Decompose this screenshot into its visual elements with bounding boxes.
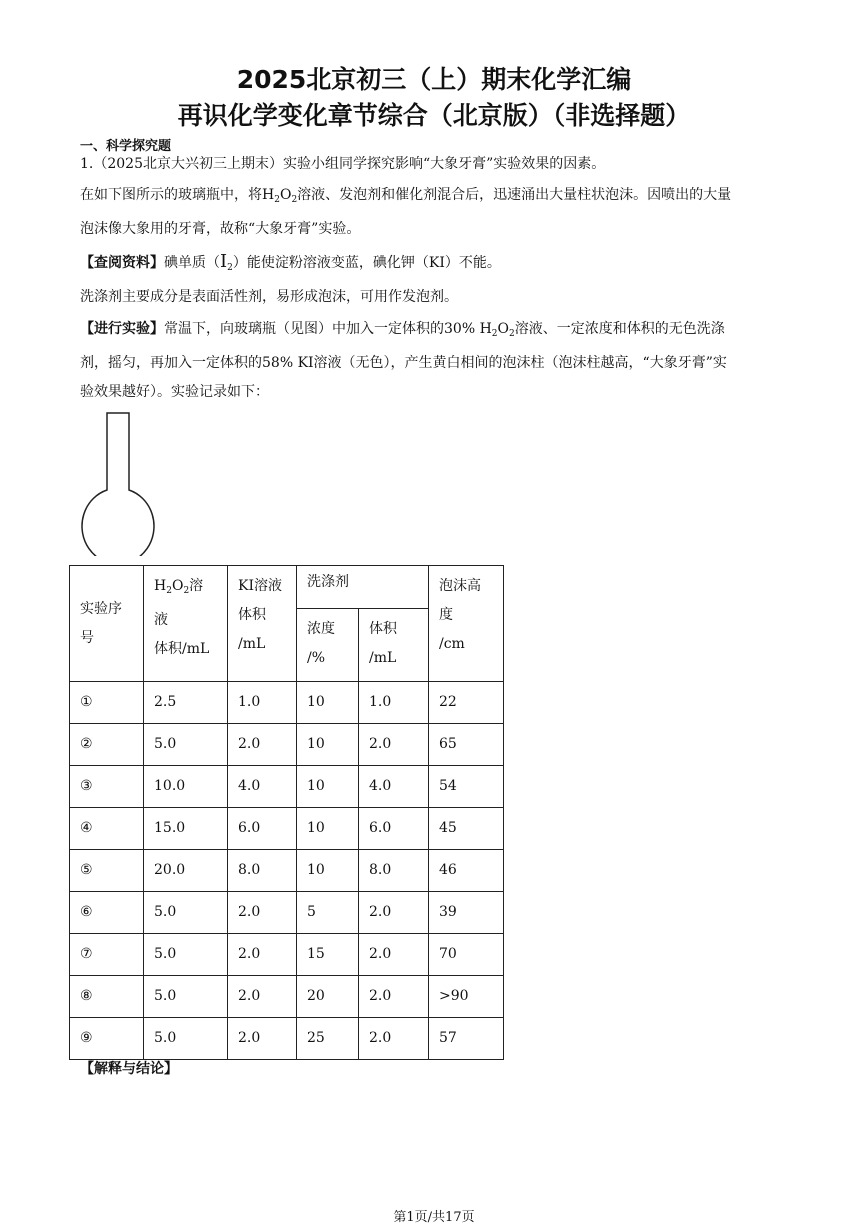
table-row [70, 976, 504, 1018]
table-cell-vol: 2.0 [359, 724, 429, 766]
formula-h2o2: $H_2O_2$ [262, 187, 298, 205]
table-cell-no: ④ [70, 808, 144, 850]
table-row [70, 808, 504, 850]
table-cell-foam: 57 [429, 1018, 504, 1060]
table-row [70, 850, 504, 892]
header-detergent-conc: 浓度 /% [297, 609, 359, 682]
table-cell-ki: 2.0 [228, 976, 297, 1018]
table-cell-ki: 6.0 [228, 808, 297, 850]
table-cell-no: ⑦ [70, 934, 144, 976]
table-row [70, 724, 504, 766]
formula-h2o2: $H_2O_2$ [154, 578, 190, 596]
table-cell-h2o2: 5.0 [144, 892, 228, 934]
header-ki-volume: KI溶液 体积 /mL [228, 566, 297, 682]
table-cell-no: ② [70, 724, 144, 766]
doc-title-line1: 2025北京初三（上）期末化学汇编 [236, 65, 632, 94]
table-cell-no: ③ [70, 766, 144, 808]
table-row [70, 934, 504, 976]
table-cell-vol: 4.0 [359, 766, 429, 808]
table-cell-vol: 1.0 [359, 682, 429, 724]
header-seq: 实验序 号 [70, 566, 144, 682]
table-cell-foam: 39 [429, 892, 504, 934]
paragraph-bottle: 在如下图所示的玻璃瓶中，将$H_2O_2$溶液、发泡剂和催化剂混合后，迅速涌出大量柱状泡沫。因喷出的大量 泡沫像大象用的牙膏，故称“大象牙膏”实验。 [80, 187, 732, 237]
table-cell-no: ⑤ [70, 850, 144, 892]
table-cell-conc: 10 [297, 850, 359, 892]
paragraph-experiment: 【进行实验】常温下，向玻璃瓶（见图）中加入一定体积的30% $H_2O_2$溶液、一定浓度和体积的无色洗涤 剂，摇匀，再加入一定体积的58% KI溶液（无色），产生黄白相间的泡沫柱（泡沫柱越高，“大象牙膏”实 验效果越好）。实验记录如下： [80, 321, 727, 400]
table-cell-ki: 2.0 [228, 892, 297, 934]
table-cell-conc: 10 [297, 766, 359, 808]
formula-h2o2: $H_2O_2$ [479, 321, 515, 339]
table-cell-conc: 15 [297, 934, 359, 976]
flask-diagram [78, 410, 158, 556]
table-cell-no: ⑥ [70, 892, 144, 934]
table-cell-conc: 5 [297, 892, 359, 934]
table-cell-vol: 2.0 [359, 892, 429, 934]
table-cell-ki: 4.0 [228, 766, 297, 808]
table-cell-ki: 2.0 [228, 1018, 297, 1060]
table-cell-foam: 54 [429, 766, 504, 808]
table-cell-no: ⑧ [70, 976, 144, 1018]
table-cell-vol: 2.0 [359, 1018, 429, 1060]
paragraph-reference: 【查阅资料】碘单质$(I_2)$能使淀粉溶液变蓝，碘化钾（KI）不能。 [80, 251, 501, 273]
table-cell-conc: 20 [297, 976, 359, 1018]
table-cell-h2o2: 5.0 [144, 976, 228, 1018]
table-cell-h2o2: 2.5 [144, 682, 228, 724]
header-h2o2-volume: $H_2O_2$溶 液 体积/mL [144, 566, 228, 682]
table-cell-h2o2: 20.0 [144, 850, 228, 892]
table-row [70, 1018, 504, 1060]
table-cell-ki: 2.0 [228, 724, 297, 766]
table-cell-vol: 2.0 [359, 934, 429, 976]
table-cell-no: ⑨ [70, 1018, 144, 1060]
table-cell-foam: 22 [429, 682, 504, 724]
table-cell-ki: 2.0 [228, 934, 297, 976]
doc-title-line2: 再识化学变化章节综合（北京版）（非选择题） [177, 101, 691, 130]
table-cell-conc: 10 [297, 808, 359, 850]
table-cell-foam: 45 [429, 808, 504, 850]
table-cell-conc: 10 [297, 724, 359, 766]
table-row [70, 766, 504, 808]
header-foam-height: 泡沫高 度 /cm [429, 566, 504, 682]
table-cell-h2o2: 10.0 [144, 766, 228, 808]
table-cell-h2o2: 15.0 [144, 808, 228, 850]
table-cell-h2o2: 5.0 [144, 934, 228, 976]
table-cell-foam: 70 [429, 934, 504, 976]
question-intro: 1.（2025北京大兴初三上期末）实验小组同学探究影响“大象牙膏”实验效果的因素。 [80, 156, 606, 172]
table-cell-ki: 8.0 [228, 850, 297, 892]
header-detergent: 洗涤剂 [297, 566, 429, 609]
section-heading: 一、科学探究题 [80, 139, 172, 154]
table-cell-conc: 10 [297, 682, 359, 724]
table-cell-no: ① [70, 682, 144, 724]
table-cell-vol: 8.0 [359, 850, 429, 892]
table-cell-h2o2: 5.0 [144, 724, 228, 766]
conclusion-heading: 【解释与结论】 [80, 1061, 178, 1077]
experiment-table [69, 565, 504, 1060]
table-cell-foam: 65 [429, 724, 504, 766]
table-cell-conc: 25 [297, 1018, 359, 1060]
paragraph-detergent: 洗涤剂主要成分是表面活性剂，易形成泡沫，可用作发泡剂。 [80, 289, 458, 305]
table-cell-h2o2: 5.0 [144, 1018, 228, 1060]
formula-i2: $I_2$ [220, 251, 233, 273]
page-footer: 第1页/共17页 [393, 1210, 475, 1225]
table-row [70, 892, 504, 934]
table-row [70, 682, 504, 724]
table-cell-ki: 1.0 [228, 682, 297, 724]
table-cell-foam: >90 [429, 976, 504, 1018]
header-detergent-vol: 体积 /mL [359, 609, 429, 682]
table-cell-vol: 6.0 [359, 808, 429, 850]
table-cell-vol: 2.0 [359, 976, 429, 1018]
table-cell-foam: 46 [429, 850, 504, 892]
